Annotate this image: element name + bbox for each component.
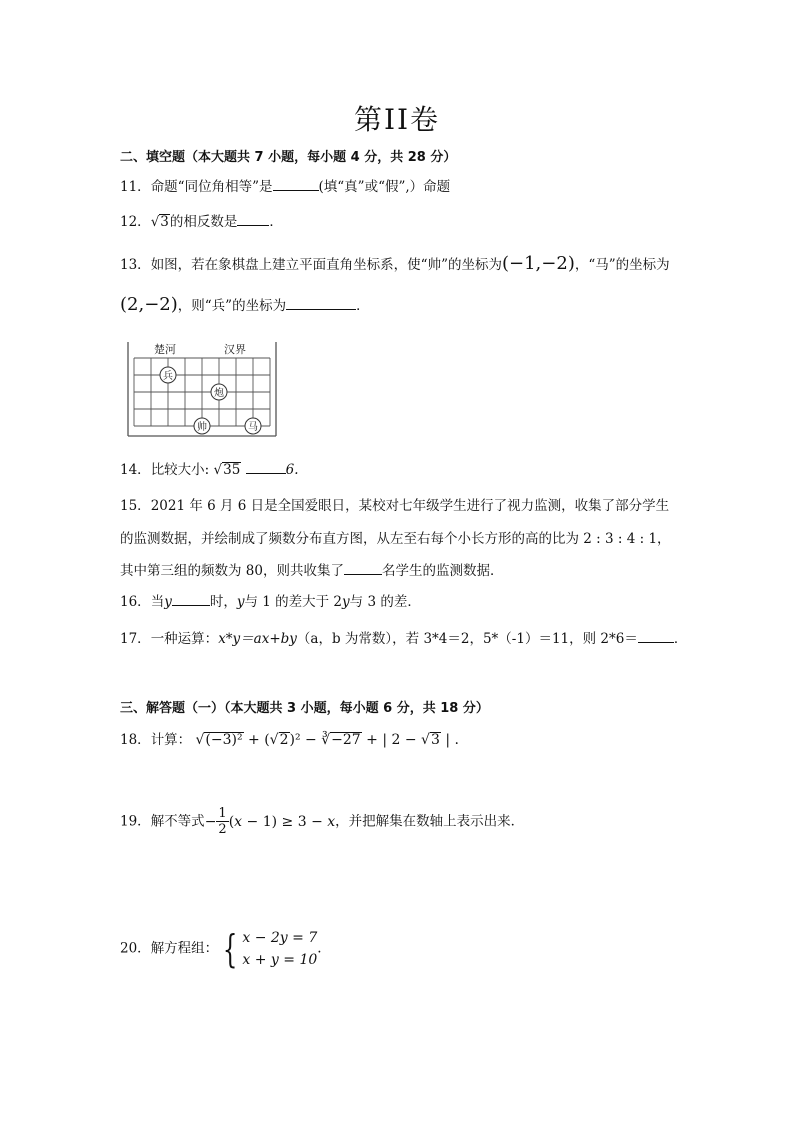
question-11: 11．命题“同位角相等”是 (填“真”或“假”,）命题 bbox=[120, 179, 451, 195]
question-20: 20．解方程组： { x − 2y = 7 x + y = 10 . bbox=[120, 927, 322, 971]
answer-blank[interactable] bbox=[246, 460, 286, 474]
svg-text:帅: 帅 bbox=[197, 422, 207, 433]
svg-text:马: 马 bbox=[248, 422, 258, 433]
svg-text:炮: 炮 bbox=[214, 388, 224, 399]
question-17: 17．一种运算：x*y＝ax+by（a，b 为常数），若 3*4＝2，5*（-1）＝11，则 2*6＝ ． bbox=[120, 631, 688, 647]
piece-ma bbox=[245, 418, 261, 434]
question-12: 12．√3的相反数是 ． bbox=[120, 214, 283, 230]
board-grid bbox=[134, 358, 270, 426]
answer-blank[interactable] bbox=[237, 212, 269, 226]
question-14: 14．比较大小: √35 6. bbox=[120, 462, 299, 478]
question-19: 19．解不等式− $\frac{1}{2}$ (x − 1) ≥ 3 − x，并把解集在数轴上表示出来． bbox=[120, 806, 525, 837]
question-15-line-3: 其中第三组的频数为 80，则共收集了 名学生的监测数据． bbox=[120, 563, 504, 579]
page-title: 第II卷 bbox=[353, 103, 441, 136]
coordinate-shuai: (−1,−2) bbox=[502, 253, 575, 274]
piece-bing bbox=[160, 367, 176, 383]
question-18: 18．计算： √(−3)² + (√2)² − ∛−27 + | 2 − √3 | . bbox=[120, 732, 459, 748]
answer-blank[interactable] bbox=[273, 177, 319, 191]
river-label-left: 楚河 bbox=[154, 343, 176, 356]
question-number: 20． bbox=[120, 940, 151, 957]
sqrt-expression: √35 bbox=[213, 462, 241, 478]
inequality-19: − $\frac{1}{2}$ (x − 1) ≥ 3 − x bbox=[204, 806, 336, 837]
question-number: 13． bbox=[120, 257, 151, 273]
svg-text:兵: 兵 bbox=[163, 371, 173, 382]
question-15-line-1: 15．2021 年 6 月 6 日是全国爱眼日，某校对七年级学生进行了视力监测，收集了部分学生 bbox=[120, 498, 670, 514]
chess-board-figure bbox=[124, 338, 280, 440]
piece-pao bbox=[211, 384, 227, 400]
question-number: 19． bbox=[120, 813, 151, 830]
question-16: 16．当y 时，y与 1 的差大于 2y与 3 的差． bbox=[120, 594, 421, 610]
answer-blank[interactable] bbox=[344, 561, 382, 575]
sqrt-expression: √3 bbox=[150, 214, 169, 230]
river-label-right: 汉界 bbox=[224, 343, 246, 356]
question-number: 16． bbox=[120, 594, 151, 610]
coordinate-ma: (2,−2) bbox=[120, 294, 178, 315]
equation-system: x − 2y = 7 x + y = 10 bbox=[242, 930, 318, 968]
question-13-line-1: 13．如图，若在象棋盘上建立平面直角坐标系，使“帅”的坐标为(−1,−2)，“马”的坐标为 bbox=[120, 253, 670, 274]
section-heading-solutions: 三、解答题（一）（本大题共 3 小题，每小题 6 分，共 18 分） bbox=[120, 701, 489, 716]
question-number: 12． bbox=[120, 214, 151, 230]
question-number: 18． bbox=[120, 732, 151, 748]
expression-18: √(−3)² + (√2)² − ∛−27 + | 2 − √3 | . bbox=[195, 732, 459, 748]
answer-blank[interactable] bbox=[286, 296, 356, 310]
question-number: 14． bbox=[120, 462, 151, 478]
answer-blank[interactable] bbox=[638, 629, 674, 643]
answer-blank[interactable] bbox=[172, 592, 210, 606]
left-brace: { bbox=[223, 927, 238, 971]
question-number: 15． bbox=[120, 498, 151, 514]
piece-shuai bbox=[194, 418, 210, 434]
section-heading-fill-in: 二、填空题（本大题共 7 小题，每小题 4 分，共 28 分） bbox=[120, 150, 457, 165]
question-15-line-2: 的监测数据，并绘制成了频数分布直方图，从左至右每个小长方形的高的比为 2 : 3 : 4 : 1， bbox=[120, 531, 671, 547]
question-number: 17． bbox=[120, 631, 151, 647]
question-number: 11． bbox=[120, 179, 151, 195]
question-13-line-2: (2,−2)，则“兵”的坐标为 ． bbox=[120, 294, 370, 315]
